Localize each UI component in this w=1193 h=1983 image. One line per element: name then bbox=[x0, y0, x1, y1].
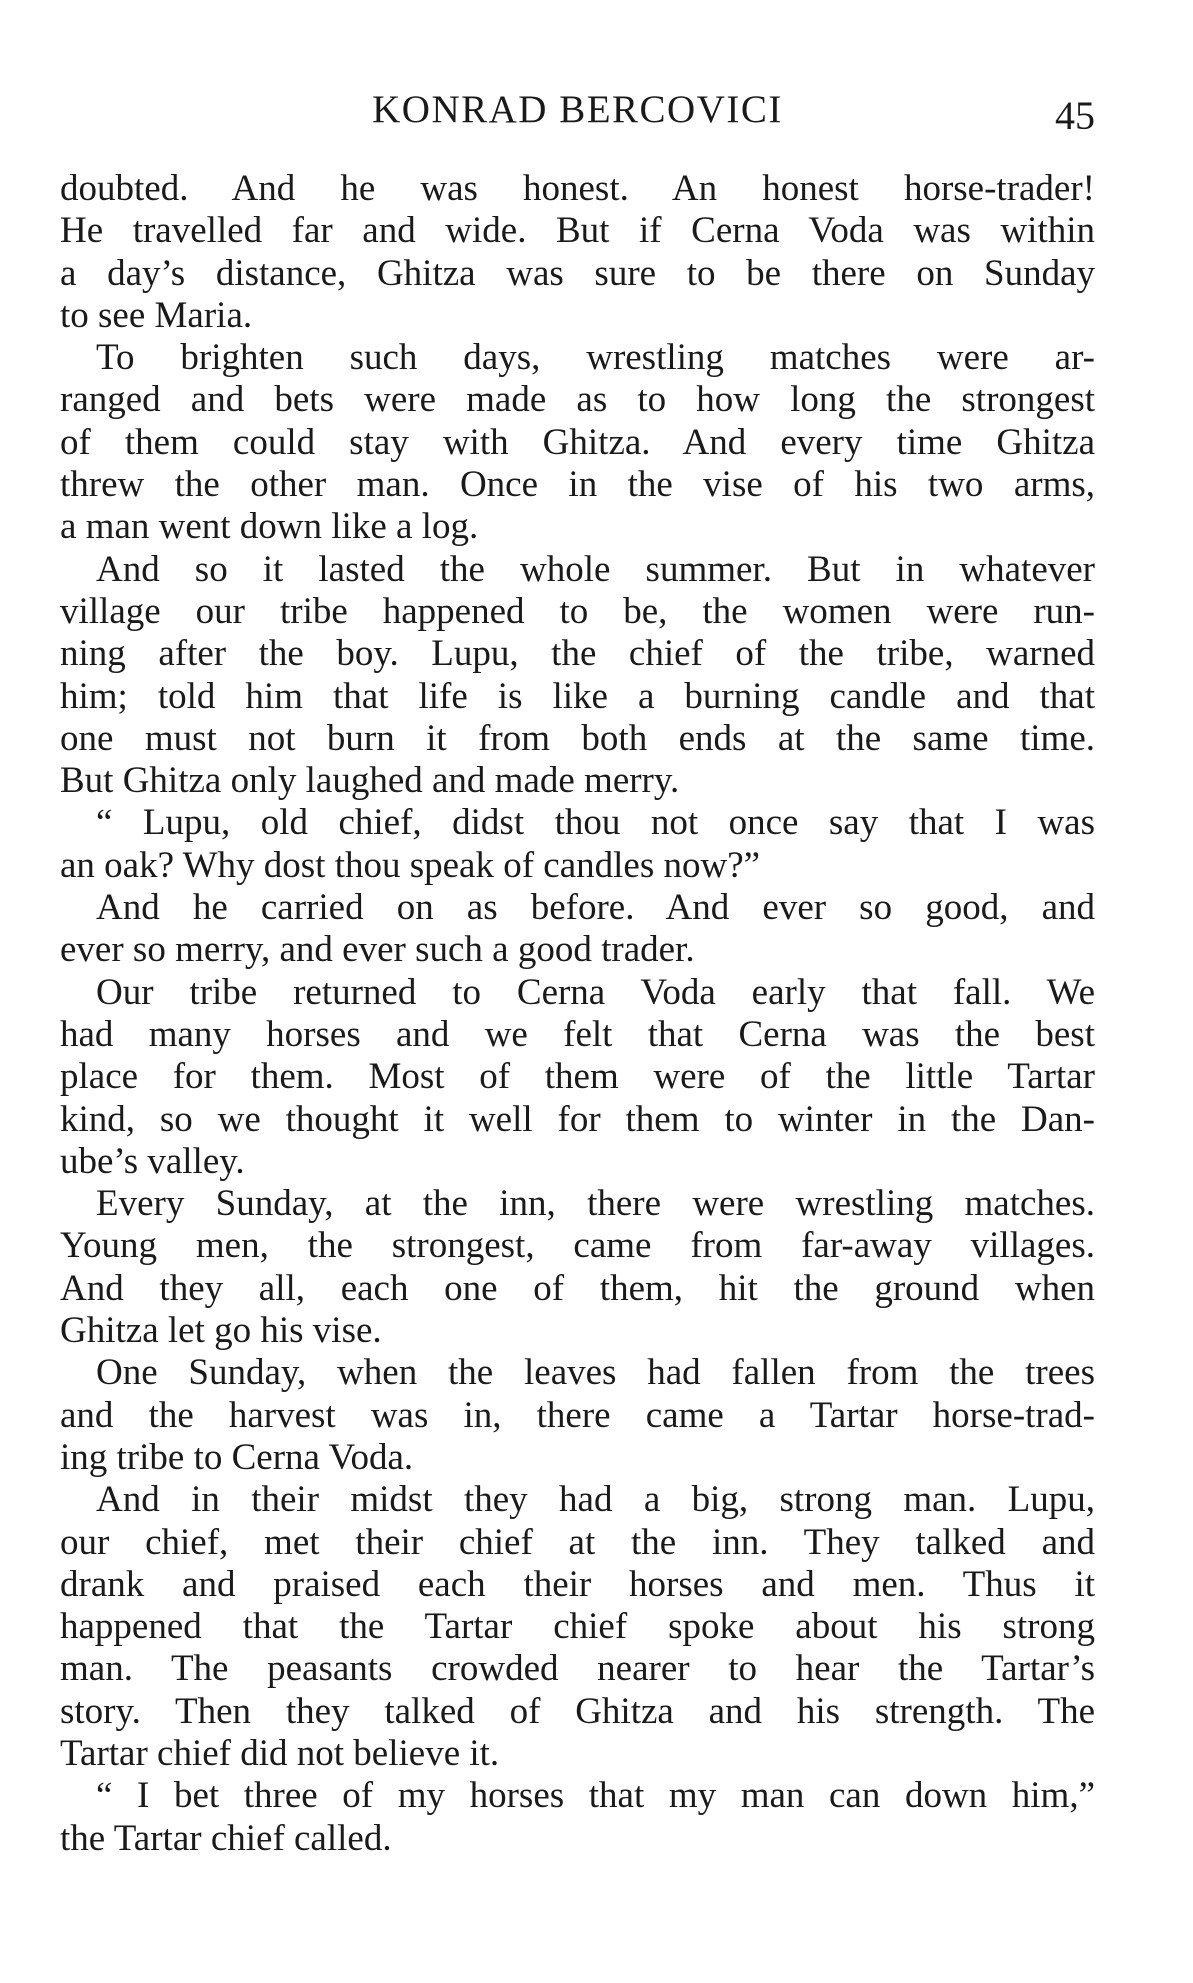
text-line: One Sunday, when the leaves had fallen from the trees bbox=[96, 1352, 1095, 1394]
text-line: to see Maria. bbox=[60, 294, 253, 336]
text-line: ing tribe to Cerna Voda. bbox=[60, 1436, 414, 1478]
text-line: an oak? Why dost thou speak of candles now?” bbox=[60, 844, 761, 886]
text-line: To brighten such days, wrestling matches were ar- bbox=[96, 337, 1095, 379]
text-line: one must not burn it from both ends at the same time. bbox=[60, 717, 1095, 759]
text-line: “ I bet three of my horses that my man can down him,” bbox=[96, 1775, 1095, 1817]
text-line: ning after the boy. Lupu, the chief of the tribe, warned bbox=[60, 633, 1095, 675]
text-line: and the harvest was in, there came a Tartar horse-trad- bbox=[60, 1394, 1095, 1436]
text-line: drank and praised each their horses and men. Thus it bbox=[60, 1563, 1095, 1605]
text-line: And he carried on as before. And ever so good, and bbox=[96, 887, 1095, 929]
text-line: And so it lasted the whole summer. But in whatever bbox=[96, 548, 1095, 590]
running-head: KONRAD BERCOVICI bbox=[372, 88, 783, 131]
text-line: ube’s valley. bbox=[60, 1140, 245, 1182]
text-line: And in their midst they had a big, strong man. Lupu, bbox=[96, 1479, 1095, 1521]
text-line: kind, so we thought it well for them to winter in the Dan- bbox=[60, 1098, 1095, 1140]
text-line: happened that the Tartar chief spoke about his strong bbox=[60, 1606, 1095, 1648]
text-line: village our tribe happened to be, the women were run- bbox=[60, 590, 1095, 632]
text-line: him; told him that life is like a burning candle and that bbox=[60, 675, 1095, 717]
text-line: threw the other man. Once in the vise of his two arms, bbox=[60, 464, 1095, 506]
text-line: a day’s distance, Ghitza was sure to be there on Sunday bbox=[60, 252, 1095, 294]
page-header bbox=[60, 82, 1095, 138]
text-line: of them could stay with Ghitza. And every time Ghitza bbox=[60, 421, 1095, 463]
text-line: “ Lupu, old chief, didst thou not once say that I was bbox=[96, 802, 1095, 844]
body-text bbox=[60, 168, 1095, 1860]
page-number: 45 bbox=[1055, 93, 1095, 138]
text-line: Tartar chief did not believe it. bbox=[60, 1732, 500, 1774]
text-line: Ghitza let go his vise. bbox=[60, 1310, 382, 1352]
text-line: had many horses and we felt that Cerna was the best bbox=[60, 1013, 1095, 1055]
text-line: Every Sunday, at the inn, there were wrestling matches. bbox=[96, 1183, 1095, 1225]
text-line: Young men, the strongest, came from far-away villages. bbox=[60, 1225, 1095, 1267]
text-line: place for them. Most of them were of the little Tartar bbox=[60, 1056, 1095, 1098]
text-line: our chief, met their chief at the inn. They talked and bbox=[60, 1521, 1095, 1563]
text-line: story. Then they talked of Ghitza and his strength. The bbox=[60, 1690, 1095, 1732]
text-line: Our tribe returned to Cerna Voda early that fall. We bbox=[96, 971, 1095, 1013]
text-line: the Tartar chief called. bbox=[60, 1817, 392, 1859]
text-line: He travelled far and wide. But if Cerna Voda was within bbox=[60, 210, 1095, 252]
text-line: doubted. And he was honest. An honest horse-trader! bbox=[60, 168, 1095, 209]
text-line: man. The peasants crowded nearer to hear the Tartar’s bbox=[60, 1648, 1095, 1690]
text-line: ranged and bets were made as to how long the strongest bbox=[60, 379, 1095, 421]
text-line: a man went down like a log. bbox=[60, 506, 479, 548]
text-line: ever so merry, and ever such a good trader. bbox=[60, 929, 695, 971]
text-line: But Ghitza only laughed and made merry. bbox=[60, 760, 680, 802]
text-line: And they all, each one of them, hit the ground when bbox=[60, 1267, 1095, 1309]
